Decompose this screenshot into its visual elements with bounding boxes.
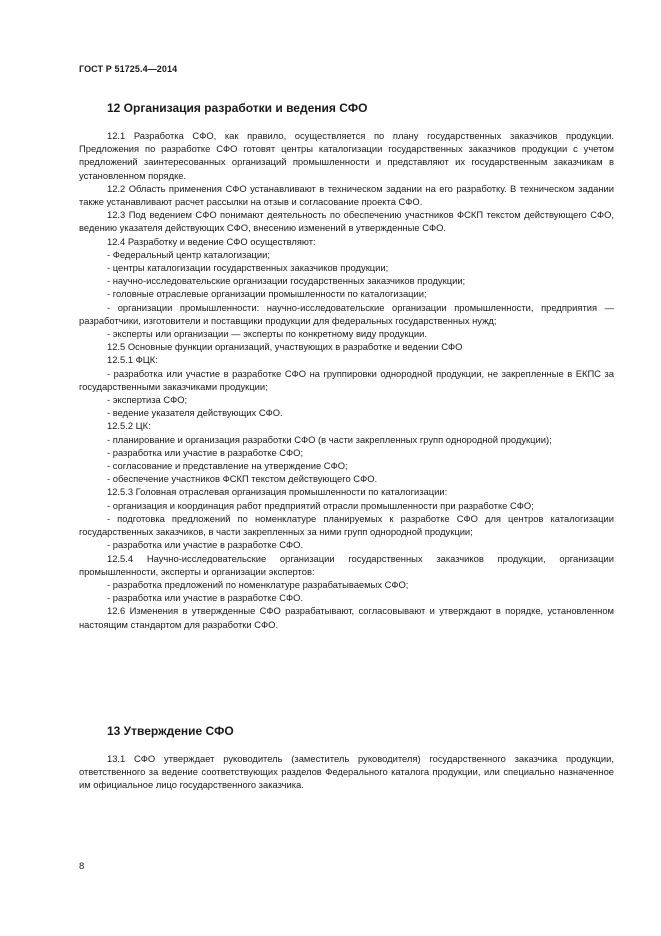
section-13-title: 13 Утверждение СФО — [107, 724, 234, 738]
list-item: - согласование и представление на утверждение СФО; — [107, 460, 348, 472]
list-item: - обеспечение участников ФСКП текстом действующего СФО. — [107, 473, 378, 485]
paragraph-12-5-2: 12.5.2 ЦК: — [107, 420, 151, 432]
list-item: - ведение указателя действующих СФО. — [107, 407, 283, 419]
paragraph-12-5-1: 12.5.1 ФЦК: — [107, 354, 158, 366]
list-item: - головные отраслевые организации промышленности по каталогизации; — [107, 288, 427, 300]
list-item: - разработка или участие в разработке СФО. — [107, 539, 304, 551]
list-item: - организации промышленности: научно-исследовательские организации промышленности, предприятия — разработчики, изготовители и поставщики продукции для федеральных государственных нужд; — [79, 301, 614, 326]
list-item: - экспертиза СФО; — [107, 394, 188, 406]
paragraph-12-2: 12.2 Область применения СФО устанавливают в техническом задании на его разработку. В техническом задании также устанавливают расчет рассылки на отзыв и согласование проекта СФО. — [79, 182, 614, 208]
list-item: - Федеральный центр каталогизации; — [107, 248, 270, 260]
list-item: - научно-исследовательские организации государственных заказчиков продукции; — [107, 275, 466, 287]
paragraph-12-6: 12.6 Изменения в утвержденные СФО разрабатывают, согласовывают и утверждают в порядке, установленном настоящим стандартом для разработки СФО. — [79, 605, 614, 630]
paragraph-12-3: 12.3 Под ведением СФО понимают деятельность по обеспечению участников ФСКП текстом действующего СФО, ведению указателя действующих СФО, внесению изменений в утвержденные СФО. — [79, 209, 614, 234]
section-12-title: 12 Организация разработки и ведения СФО — [107, 101, 368, 115]
list-item: - подготовка предложений по номенклатуре планируемых к разработке СФО для центров каталогизации государственных заказчиков, в части закрепленных за ними групп однородной продукции; — [79, 512, 614, 538]
paragraph-12-5-3: 12.5.3 Головная отраслевая организация промышленности по каталогизации: — [107, 486, 448, 498]
page-number: 8 — [79, 861, 85, 872]
list-item: - организация и координация работ предприятий отрасли промышленности при разработке СФО; — [107, 499, 534, 511]
list-item: - разработка или участие в разработке СФО на группировки однородной продукции, не закрепленные в ЕКПС за государственными заказчиками продукции; — [79, 367, 614, 392]
section-12-body — [79, 129, 614, 631]
standard-header: ГОСТ Р 51725.4—2014 — [79, 64, 178, 74]
paragraph-12-5-4: 12.5.4 Научно-исследовательские организации государственных заказчиков продукции, организации промышленности, эксперты и организации экспертов: — [79, 552, 614, 577]
paragraph-12-1: 12.1 Разработка СФО, как правило, осуществляется по плану государственных заказчиков продукции. Предложения по разработке СФО готовят центры каталогизации государственных заказчиков продукции с учетом предложений заинтересованных организаций промышленности и представляют их государственным заказчикам в установленном порядке. — [79, 130, 614, 181]
list-item: - разработка или участие в разработке СФО; — [107, 446, 304, 458]
list-item: - центры каталогизации государственных заказчиков продукции; — [107, 262, 389, 274]
list-item: - планирование и организация разработки СФО (в части закрепленных групп однородной продукции); — [107, 433, 552, 445]
paragraph-13-1: 13.1 СФО утверждает руководитель (заместитель руководителя) государственного заказчика продукции, ответственного за ведение соответствующих разделов Федерального каталога продукции, или специально назначенное им официальное лицо государственного заказчика. — [79, 753, 614, 791]
list-item: - разработка или участие в разработке СФО. — [107, 592, 304, 604]
paragraph-12-5: 12.5 Основные функции организаций, участвующих в разработке и ведении СФО — [107, 341, 463, 353]
paragraph-12-4: 12.4 Разработку и ведение СФО осуществляют: — [107, 235, 316, 247]
list-item: - разработка предложений по номенклатуре разрабатываемых СФО; — [107, 578, 409, 590]
list-item: - эксперты или организации — эксперты по конкретному виду продукции. — [107, 328, 427, 340]
section-13-body — [79, 752, 614, 792]
